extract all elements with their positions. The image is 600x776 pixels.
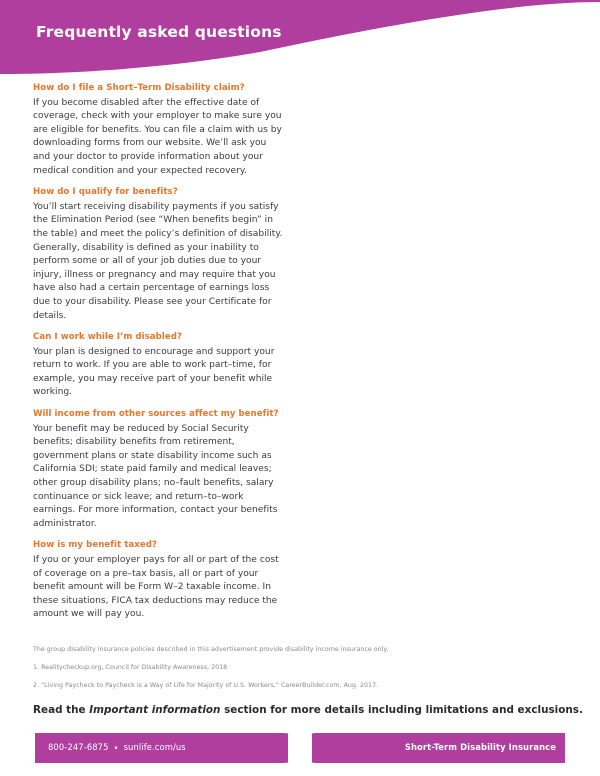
footer-website-link[interactable]: sunlife.com/us bbox=[123, 742, 186, 752]
faq-item bbox=[33, 82, 285, 178]
read-important-notice bbox=[33, 704, 583, 716]
read-important-suffix: section for more details including limitations and exclusions. bbox=[220, 704, 583, 716]
faq-answer: Your benefit may be reduced by Social Security benefits; disability benefits from retirement, government plans or state disability income such as California SDI; state paid family and medical leaves; other group disability plans; no–fault benefits, salary continuance or sick leave; and return–to–work earnings. For more information, contact your benefits administrator. bbox=[33, 423, 278, 529]
faq-item bbox=[33, 186, 285, 323]
faq-question: How do I file a Short–Term Disability claim? bbox=[33, 83, 245, 93]
faq-item bbox=[33, 539, 285, 622]
footnote-1: 1. Realitycheckup.org, Council for Disability Awareness, 2018 bbox=[33, 664, 228, 671]
faq-answer: If you or your employer pays for all or part of the cost of coverage on a pre–tax basis, all or part of your benefit amount will be Form W–2 taxable income. In these situations, FICA tax deductions may reduce the amount we will pay you. bbox=[33, 555, 279, 620]
faq-answer: You’ll start receiving disability payments if you satisfy the Elimination Period (see “When benefits begin” in the table) and meet the policy’s definition of disability. Generally, disability is defined as your inability to perform some or all of your job duties due to your injury, illness or pregnancy and may require that you have also had a certain percentage of earnings loss due to your disability. Please see your Certificate for details. bbox=[33, 201, 283, 321]
footer-phone[interactable]: 800-247-6875 bbox=[48, 742, 109, 752]
footnote-disclaimer: The group disability insurance policies described in this advertisement provide disability income insurance only. bbox=[33, 646, 389, 653]
page-title: Frequently asked questions bbox=[36, 23, 282, 41]
faq-answer: If you become disabled after the effective date of coverage, check with your employer to make sure you are eligible for benefits. You can file a claim with us by downloading forms from our website. We’ll ask you and your doctor to provide information about your medical condition and your expected recovery. bbox=[33, 97, 282, 176]
faq-item bbox=[33, 331, 285, 400]
faq-answer: Your plan is designed to encourage and support your return to work. If you are able to work part–time, for example, you may receive part of your benefit while working. bbox=[33, 346, 275, 398]
page-header bbox=[0, 0, 600, 80]
faq-item bbox=[33, 408, 285, 531]
footer-contact-info bbox=[48, 742, 186, 753]
footer-bar-gap bbox=[288, 733, 312, 763]
footer-separator-dot: • bbox=[113, 742, 119, 753]
faq-question: How do I qualify for benefits? bbox=[33, 187, 178, 198]
faq-question: Will income from other sources affect my benefit? bbox=[33, 409, 279, 420]
read-important-emphasis: Important information bbox=[89, 704, 221, 716]
faq-list bbox=[33, 82, 285, 630]
faq-question: Can I work while I’m disabled? bbox=[33, 332, 182, 343]
footer-product-name: Short-Term Disability Insurance bbox=[404, 742, 556, 752]
faq-question: How is my benefit taxed? bbox=[33, 540, 157, 551]
footnote-2: 2. “Living Paycheck to Paycheck is a Way of Life for Majority of U.S. Workers,” CareerBuilder.com, Aug. 2017. bbox=[33, 682, 379, 689]
footnotes-block bbox=[33, 645, 533, 699]
read-important-prefix: Read the bbox=[33, 704, 90, 716]
